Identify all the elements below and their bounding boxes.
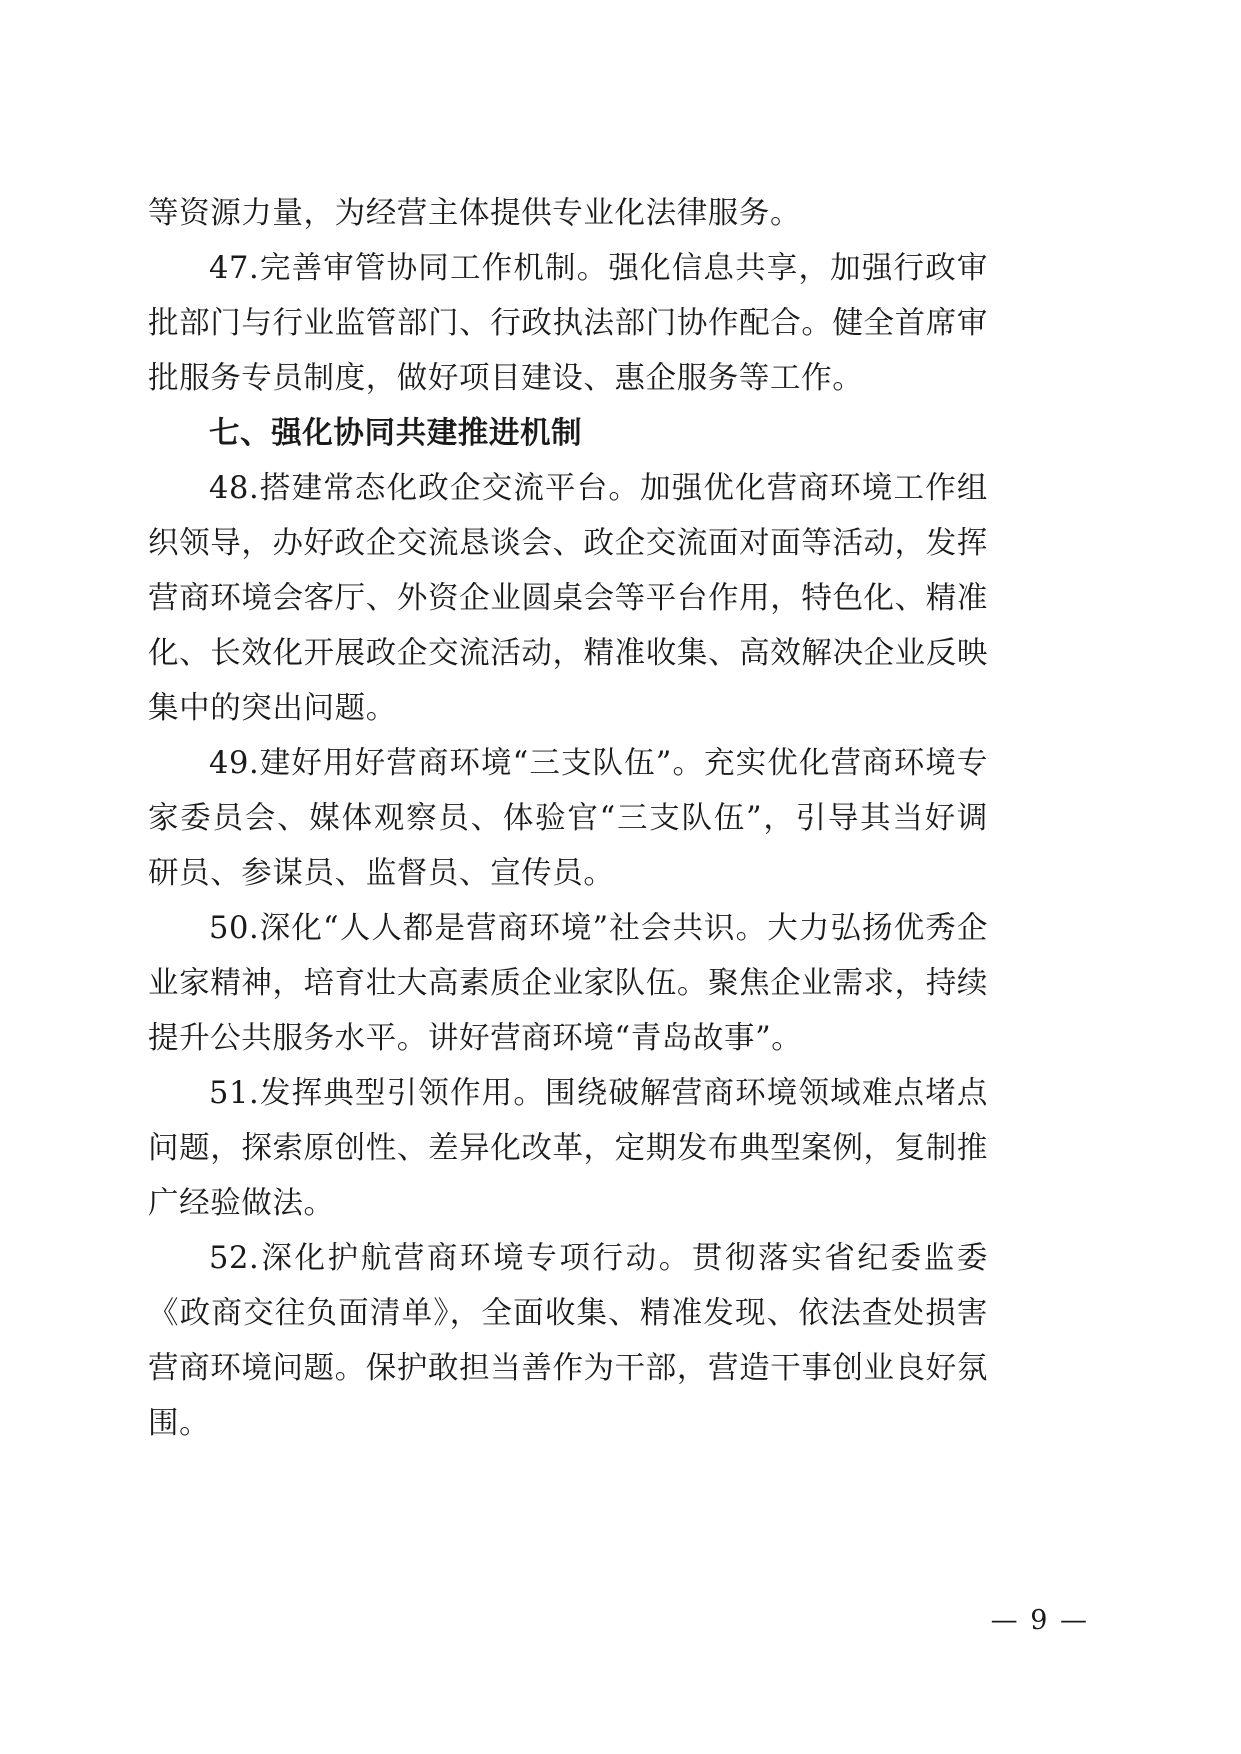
paragraph-item-51: 51.发挥典型引领作用。围绕破解营商环境领域难点堵点问题，探索原创性、差异化改革，定期发布典型案例，复制推广经验做法。 <box>148 1076 988 1221</box>
paragraph-item-48: 48.搭建常态化政企交流平台。加强优化营商环境工作组织领导，办好政企交流恳谈会、政企交流面对面等活动，发挥营商环境会客厅、外资企业圆桌会等平台作用，特色化、精准化、长效化开展政企交流活动，精准收集、高效解决企业反映集中的突出问题。 <box>148 471 988 726</box>
paragraph-item-52: 52.深化护航营商环境专项行动。贯彻落实省纪委监委《政商交往负面清单》，全面收集、精准发现、依法查处损害营商环境问题。保护敢担当善作为干部，营造干事创业良好氛围。 <box>148 1241 988 1441</box>
document-body <box>148 186 988 1451</box>
page-number: — 9 — <box>990 1605 1089 1636</box>
paragraph-item-49: 49.建好用好营商环境“三支队伍”。充实优化营商环境专家委员会、媒体观察员、体验官“三支队伍”，引导其当好调研员、参谋员、监督员、宣传员。 <box>148 746 988 891</box>
paragraph-item-50: 50.深化“人人都是营商环境”社会共识。大力弘扬优秀企业家精神，培育壮大高素质企业家队伍。聚焦企业需求，持续提升公共服务水平。讲好营商环境“青岛故事”。 <box>148 911 988 1056</box>
paragraph-continuation: 等资源力量，为经营主体提供专业化法律服务。 <box>148 196 802 231</box>
paragraph-item-47: 47.完善审管协同工作机制。强化信息共享，加强行政审批部门与行业监管部门、行政执法部门协作配合。健全首席审批服务专员制度，做好项目建设、惠企服务等工作。 <box>148 251 988 396</box>
section-heading-seven: 七、强化协同共建推进机制 <box>209 416 583 451</box>
